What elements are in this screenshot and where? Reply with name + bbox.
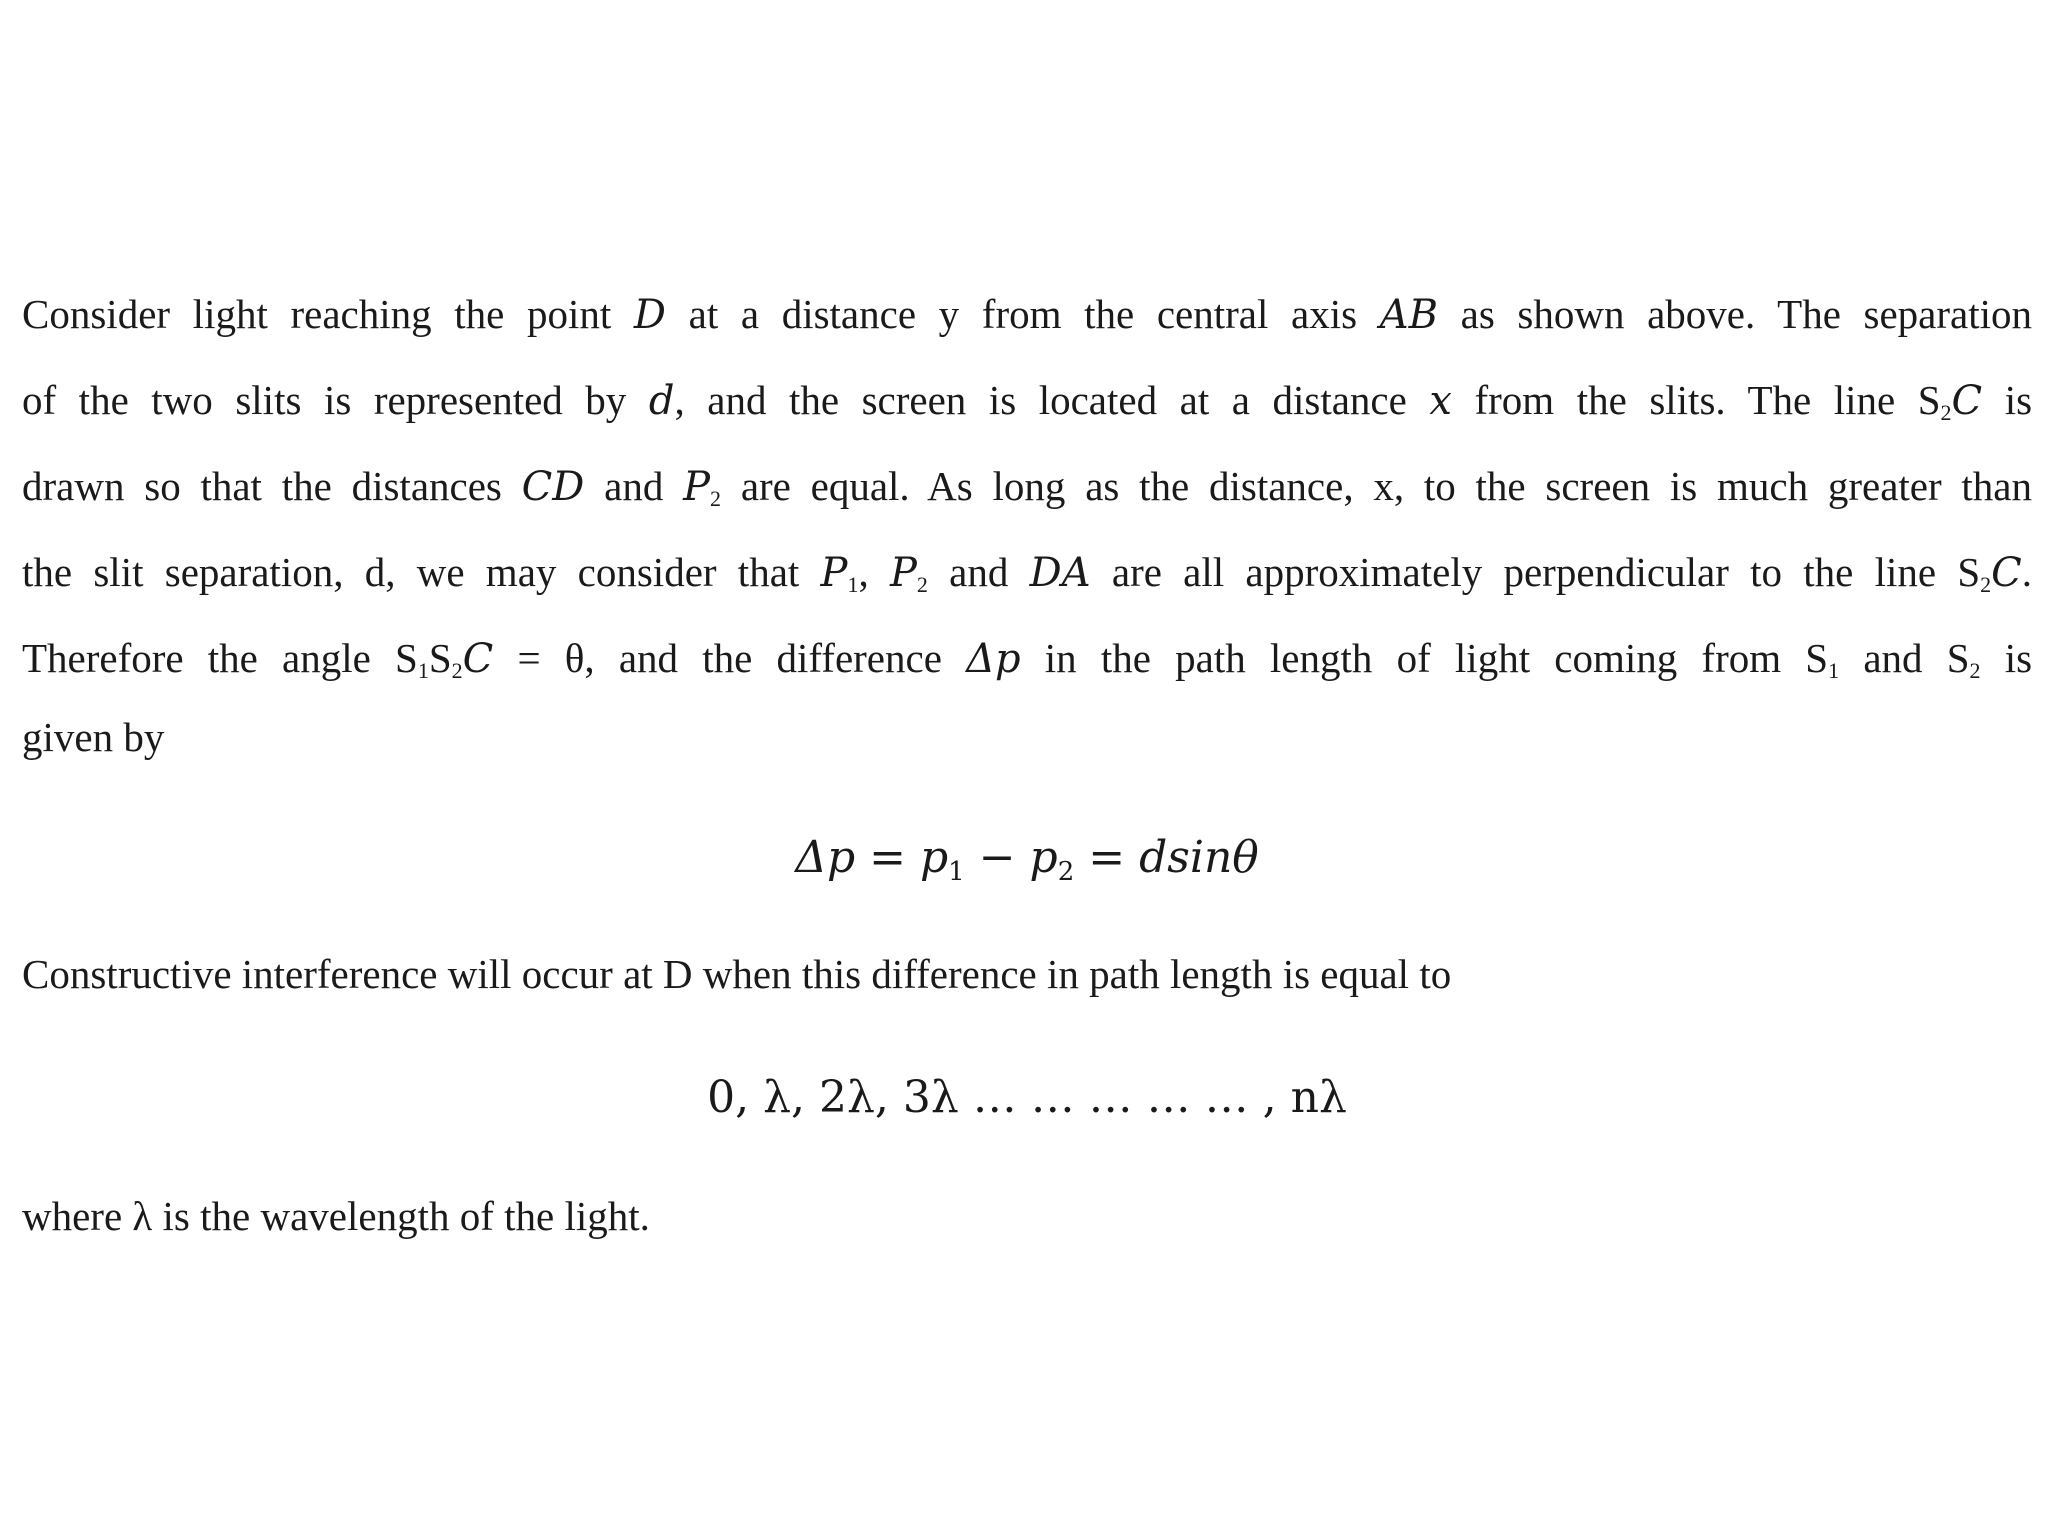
paragraph-line-5: Therefore the angle $S_1S_2C = \theta$, and the difference Δp in the path length of light coming from $S_1$ and $S_2$ is — [22, 635, 2033, 683]
equation-wavelength-multiples: 0, λ, 2λ, 3λ … … … … … , nλ — [707, 1072, 1347, 1123]
paragraph-line-1: Consider light reaching the point D at a distance y from the central axis AB as shown above. The separation — [22, 291, 2033, 338]
paragraph-constructive: Constructive interference will occur at D when this difference in path length is equal to — [22, 951, 1452, 997]
paragraph-wavelength-definition: where λ is the wavelength of the light. — [22, 1193, 650, 1239]
paragraph-line-3: drawn so that the distances CD and $P_2$ are equal. As long as the distance, x, to the screen is much greater than — [22, 463, 2033, 511]
document-page — [22, 0, 2032, 1536]
paragraph-line-2: of the two slits is represented by d, and the screen is located at a distance x from the slits. The line $S_2C$ is — [22, 377, 2033, 425]
paragraph-explanation — [22, 272, 2032, 772]
equation-path-difference: $\Delta p = p_1 - p_2 = dsin\theta$ — [795, 832, 1259, 887]
paragraph-line-4: the slit separation, d, we may consider that $P_1$, $P_2$ and DA are all approximately perpendicular to the line $S_2C$. — [22, 549, 2033, 597]
paragraph-line-6: given by — [22, 714, 165, 760]
